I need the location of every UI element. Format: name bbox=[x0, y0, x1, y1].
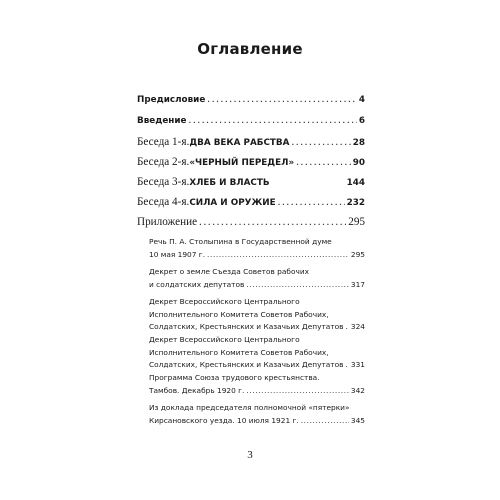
entry-line bbox=[149, 296, 365, 309]
page-number: 3 bbox=[247, 449, 253, 461]
entry-line bbox=[149, 249, 365, 262]
entry-page: 331 bbox=[350, 360, 365, 369]
leader-dots bbox=[296, 156, 351, 168]
entry-text: Тамбов. Декабрь 1920 г. bbox=[149, 385, 245, 395]
appendix-entry-stolypin[interactable] bbox=[149, 236, 365, 261]
entry-line bbox=[149, 415, 365, 428]
toc-heading: Оглавление bbox=[197, 40, 303, 58]
entry-text: Декрет о земле Съезда Советов рабочих bbox=[149, 267, 310, 276]
entry-line bbox=[149, 334, 365, 347]
entry-text: Из доклада председателя полномочной «пятерки» bbox=[149, 403, 350, 412]
entry-line bbox=[149, 236, 365, 249]
entry-page: 144 bbox=[346, 178, 365, 188]
entry-text: Программа Союза трудового крестьянства. bbox=[149, 373, 320, 382]
entry-title: «ЧЕРНЫЙ ПЕРЕДЕЛ» bbox=[189, 158, 295, 168]
entry-line bbox=[149, 402, 365, 415]
entry-page: 90 bbox=[352, 158, 365, 168]
entry-text: и солдатских депутатов bbox=[149, 279, 245, 289]
appendix-entry-vtsik-decree-2[interactable] bbox=[149, 334, 365, 372]
appendix-entry-kirsanov-report[interactable] bbox=[149, 402, 365, 427]
entry-prefix: Беседа 3-я. bbox=[137, 176, 190, 188]
entry-page: 295 bbox=[348, 216, 365, 228]
toc-entry-appendix[interactable] bbox=[137, 216, 365, 228]
leader-dots bbox=[207, 93, 357, 105]
entry-line bbox=[149, 321, 365, 334]
entry-line bbox=[149, 385, 365, 398]
entry-text: Декрет Всероссийского Центрального bbox=[149, 297, 300, 306]
toc-entry-talk-3[interactable] bbox=[137, 176, 365, 188]
entry-page: 6 bbox=[358, 116, 365, 126]
leader-dots bbox=[345, 359, 348, 372]
entry-prefix: Беседа 4-я. bbox=[137, 196, 190, 208]
entry-title: ХЛЕБ И ВЛАСТЬ bbox=[189, 178, 270, 188]
leader-dots bbox=[246, 279, 349, 292]
leader-dots bbox=[301, 415, 349, 428]
leader-dots bbox=[199, 216, 346, 228]
entry-page: 317 bbox=[350, 279, 365, 289]
entry-page: 295 bbox=[350, 249, 365, 259]
entry-line bbox=[149, 359, 365, 372]
leader-dots bbox=[207, 249, 349, 262]
entry-prefix: Беседа 2-я. bbox=[137, 156, 190, 168]
toc-entry-talk-2[interactable] bbox=[137, 156, 365, 168]
leader-dots bbox=[291, 136, 350, 148]
toc-entry-talk-1[interactable] bbox=[137, 136, 365, 148]
entry-line bbox=[149, 347, 365, 360]
entry-line bbox=[149, 372, 365, 385]
entry-text: Декрет Всероссийского Центрального bbox=[149, 335, 300, 344]
entry-page: 4 bbox=[358, 95, 365, 105]
entry-title: ДВА ВЕКА РАБСТВА bbox=[189, 138, 290, 148]
toc-entry-talk-4[interactable] bbox=[137, 196, 365, 208]
entry-text: Исполнительного Комитета Советов Рабочих, bbox=[149, 309, 329, 319]
appendix-entry-vtsik-decree-1[interactable] bbox=[149, 296, 365, 334]
toc-entry-foreword[interactable] bbox=[137, 93, 365, 105]
entry-prefix: Беседа 1-я. bbox=[137, 136, 190, 148]
entry-line bbox=[149, 279, 365, 292]
leader-dots bbox=[246, 385, 348, 398]
entry-line bbox=[149, 266, 365, 279]
leader-dots bbox=[278, 196, 345, 208]
entry-title: Предисловие bbox=[137, 95, 206, 105]
entry-text: 10 мая 1907 г. bbox=[149, 249, 206, 259]
appendix-entry-land-decree[interactable] bbox=[149, 266, 365, 291]
entry-page: 324 bbox=[350, 322, 365, 331]
entry-title: Введение bbox=[137, 116, 187, 126]
leader-dots bbox=[345, 321, 348, 334]
appendix-entry-peasant-union[interactable] bbox=[149, 372, 365, 397]
entry-title: Приложение bbox=[137, 216, 198, 228]
entry-page: 28 bbox=[352, 138, 365, 148]
entry-page: 345 bbox=[350, 415, 365, 425]
entry-line bbox=[149, 309, 365, 322]
toc-entry-introduction[interactable] bbox=[137, 114, 365, 126]
entry-title: СИЛА И ОРУЖИЕ bbox=[189, 198, 276, 208]
entry-page: 232 bbox=[346, 198, 365, 208]
entry-page: 342 bbox=[350, 385, 365, 395]
entry-text: Солдатских, Крестьянских и Казачьих Депутатов bbox=[149, 322, 344, 331]
entry-text: Солдатских, Крестьянских и Казачьих Депутатов bbox=[149, 360, 344, 369]
entry-text: Речь П. А. Столыпина в Государственной думе bbox=[149, 237, 332, 246]
leader-dots bbox=[189, 114, 357, 126]
entry-text: Исполнительного Комитета Советов Рабочих, bbox=[149, 347, 329, 357]
entry-text: Кирсановского уезда. 10 июля 1921 г. bbox=[149, 415, 299, 425]
